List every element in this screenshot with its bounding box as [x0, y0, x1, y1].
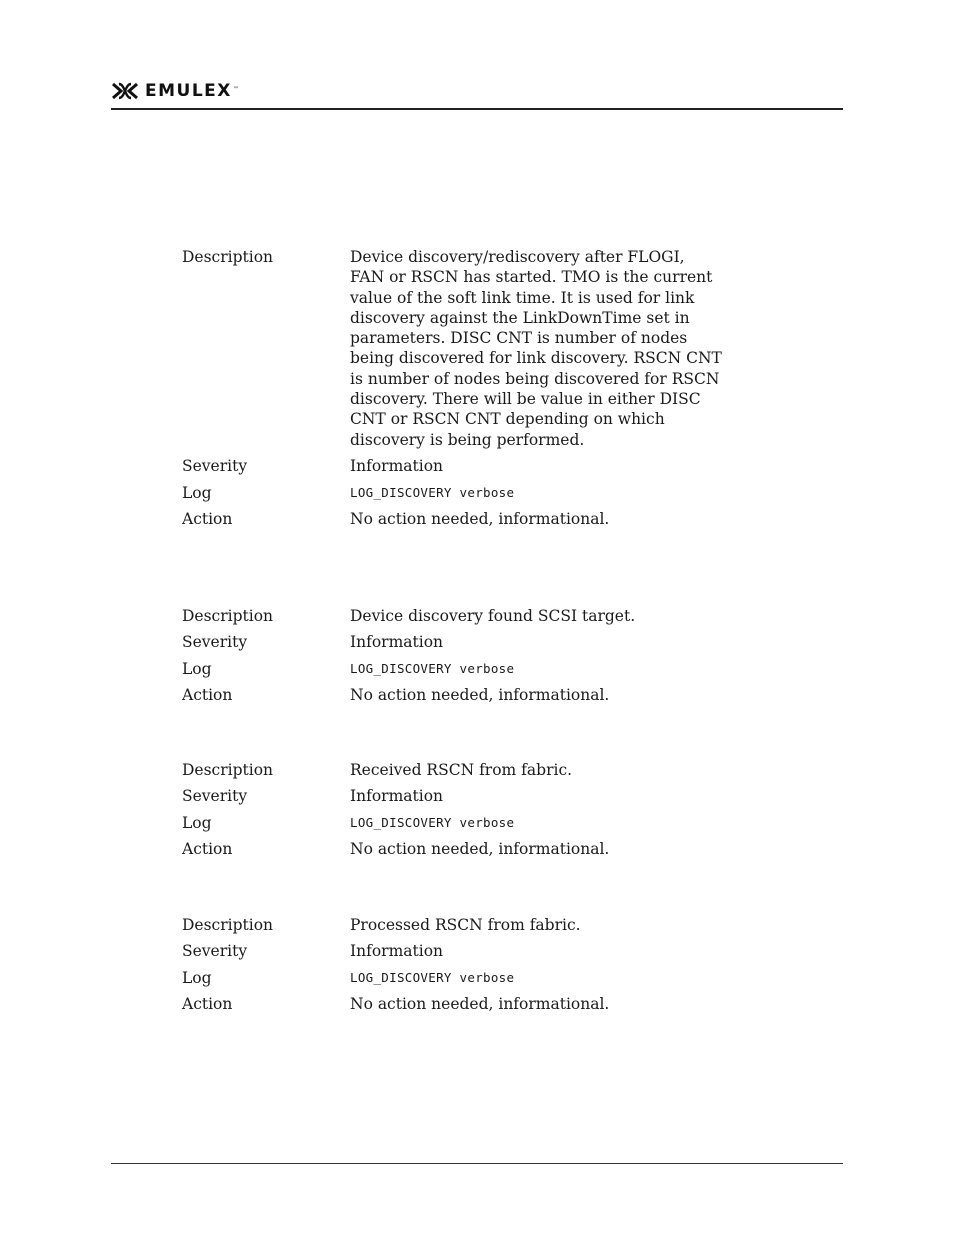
severity-value: Information — [350, 787, 444, 806]
log-row — [182, 659, 742, 679]
severity-label: Severity — [182, 942, 248, 961]
action-value: No action needed, informational. — [350, 995, 610, 1014]
description-label: Description — [182, 607, 274, 625]
action-row — [182, 509, 742, 529]
emulex-logo-icon — [111, 82, 139, 100]
action-label: Action — [182, 995, 233, 1014]
action-value: No action needed, informational. — [350, 510, 610, 529]
log-label: Log — [182, 813, 212, 832]
severity-label: Severity — [182, 633, 248, 652]
action-label: Action — [182, 510, 233, 529]
description-row — [182, 247, 742, 450]
action-row — [182, 839, 742, 859]
severity-row — [182, 786, 742, 806]
severity-value: Information — [350, 457, 444, 476]
description-label: Description — [182, 916, 274, 934]
logo-text: EMULEX — [145, 81, 232, 101]
severity-value: Information — [350, 942, 444, 961]
log-entry — [182, 247, 742, 529]
log-label: Log — [182, 483, 212, 502]
description-label: Description — [182, 761, 274, 779]
severity-value: Information — [350, 633, 444, 652]
severity-label: Severity — [182, 787, 248, 806]
log-value: LOG_DISCOVERY verbose — [350, 969, 515, 985]
description-label: Description — [182, 248, 274, 266]
footer-rule — [111, 1163, 843, 1164]
log-label: Log — [182, 968, 212, 987]
description-row — [182, 760, 742, 780]
severity-row — [182, 632, 742, 652]
severity-label: Severity — [182, 457, 248, 476]
log-row — [182, 813, 742, 833]
log-label: Log — [182, 659, 212, 678]
description-value: Processed RSCN from fabric. — [350, 916, 581, 934]
severity-row — [182, 456, 742, 476]
description-value: Received RSCN from fabric. — [350, 761, 573, 779]
log-entry — [182, 760, 742, 860]
action-label: Action — [182, 686, 233, 705]
log-row — [182, 968, 742, 988]
log-entry — [182, 915, 742, 1015]
description-value: Device discovery/rediscovery after FLOGI, FAN or RSCN has started. TMO is the current value of the soft link time. It is used for link discovery against the LinkDownTime set in parameters. DISC CNT is number of nodes being discovered for link discovery. RSCN CNT is number of nodes being discovered for RSCN discovery. There will be value in either DISC CNT or RSCN CNT depending on which discovery is being performed. — [350, 248, 722, 449]
action-row — [182, 685, 742, 705]
page-header — [111, 80, 239, 102]
log-value: LOG_DISCOVERY verbose — [350, 814, 515, 830]
log-row — [182, 483, 742, 503]
logo-trademark: ™ — [232, 85, 239, 93]
severity-row — [182, 941, 742, 961]
log-value: LOG_DISCOVERY verbose — [350, 484, 515, 500]
action-value: No action needed, informational. — [350, 686, 610, 705]
description-value: Device discovery found SCSI target. — [350, 607, 636, 625]
log-entry — [182, 606, 742, 706]
action-value: No action needed, informational. — [350, 840, 610, 859]
header-rule — [111, 108, 843, 110]
action-row — [182, 994, 742, 1014]
action-label: Action — [182, 840, 233, 859]
description-row — [182, 915, 742, 935]
description-row — [182, 606, 742, 626]
log-value: LOG_DISCOVERY verbose — [350, 660, 515, 676]
